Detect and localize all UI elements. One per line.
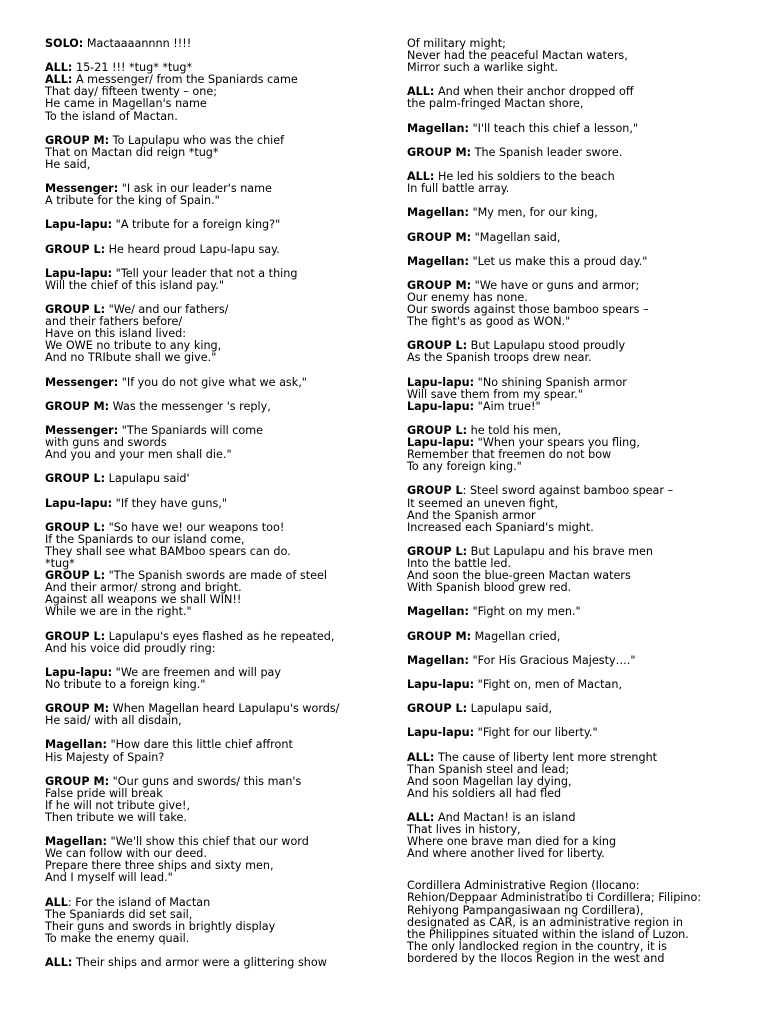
speaker-label-all: ALL: <box>407 750 435 764</box>
line-text: He said/ with all disdain, <box>45 714 182 728</box>
line-text: While we are in the right." <box>45 605 192 619</box>
speaker-label-all: ALL: <box>407 170 435 184</box>
line-text: "Aim true!" <box>474 399 541 413</box>
line-text: He heard proud Lapu-lapu say. <box>105 242 280 256</box>
line-text: "We/ and our fathers/ <box>105 303 229 317</box>
script-line <box>45 812 370 824</box>
line-text: He came in Magellan's name <box>45 97 207 111</box>
line-text: : For the island of Mactan <box>67 895 211 909</box>
script-stanza <box>45 135 370 171</box>
script-line <box>407 655 752 667</box>
line-text: A tribute for the king of Spain." <box>45 194 220 208</box>
script-line <box>45 195 370 207</box>
line-text: False pride will break <box>45 786 163 800</box>
line-text: "I ask in our leader's name <box>118 182 272 196</box>
speaker-label-lapu-lapu: Lapu-lapu: <box>407 436 475 450</box>
speaker-label-messenger: Messenger: <box>45 375 119 389</box>
script-line <box>407 183 752 195</box>
line-text: Where one brave man died for a king <box>407 835 617 849</box>
script-stanza <box>45 377 370 389</box>
line-text: The Spaniards did set sail, <box>45 907 193 921</box>
speaker-label-magellan: Magellan: <box>407 653 469 667</box>
script-line <box>407 98 752 110</box>
script-stanza <box>45 183 370 207</box>
line-text: The Spanish leader swore. <box>471 145 623 159</box>
speaker-label-group-m: GROUP M: <box>45 133 110 147</box>
script-stanza <box>45 219 370 231</box>
line-text: He said, <box>45 157 91 171</box>
script-stanza <box>45 703 370 727</box>
script-stanza <box>407 232 752 244</box>
script-stanza <box>45 739 370 763</box>
line-text: "We'll show this chief that our word <box>106 835 309 849</box>
speaker-label-magellan: Magellan: <box>407 254 469 268</box>
script-stanza <box>407 86 752 110</box>
speaker-label-group-m: GROUP M: <box>407 145 472 159</box>
script-line <box>407 606 752 618</box>
speaker-label-lapu-lapu: Lapu-lapu: <box>45 496 113 510</box>
line-text: To make the enemy quail. <box>45 931 190 945</box>
speaker-label-lapu-lapu: Lapu-lapu: <box>407 399 475 413</box>
script-stanza <box>45 38 370 50</box>
line-text: We can follow with our deed. <box>45 847 207 861</box>
speaker-label-magellan: Magellan: <box>45 738 107 752</box>
speaker-label-magellan: Magellan: <box>407 206 469 220</box>
line-text: The fight's as good as WON." <box>407 315 571 329</box>
line-text: "A tribute for a foreign king?" <box>112 218 281 232</box>
script-stanza <box>45 631 370 655</box>
script-line <box>407 256 752 268</box>
line-text: "For His Gracious Majesty…." <box>468 653 636 667</box>
speaker-label-group-l: GROUP L: <box>407 424 468 437</box>
line-text: Then tribute we will take. <box>45 811 187 824</box>
line-text: It seemed an uneven fight, <box>407 496 559 510</box>
line-text: "So have we! our weapons too! <box>105 520 285 534</box>
paragraph-line: Rehion/Deppaar Administratibo ti Cordillera; Filipino: <box>407 891 702 905</box>
line-text: "No shining Spanish armor <box>474 375 627 389</box>
speaker-label-group-m: GROUP M: <box>407 278 472 292</box>
script-line <box>45 147 370 159</box>
script-stanza <box>407 377 752 413</box>
line-text: And soon the blue-green Mactan waters <box>407 569 631 583</box>
line-text: 15-21 !!! *tug* *tug* <box>72 61 193 75</box>
line-text: And his soldiers all had fled <box>407 786 562 800</box>
script-stanza <box>407 340 752 364</box>
speaker-label-group-l: GROUP L: <box>45 569 106 583</box>
line-text: Will save them from my spear." <box>407 387 583 401</box>
line-text: and their fathers before/ <box>45 315 183 329</box>
script-line <box>407 679 752 691</box>
line-text: "Tell your leader that not a thing <box>112 266 298 280</box>
script-line <box>407 147 752 159</box>
script-line <box>45 679 370 691</box>
line-text: : Steel sword against bamboo spear – <box>462 484 674 498</box>
paragraph-line: Rehiyong Pampangasiwaan ng Cordillera), <box>407 903 644 917</box>
line-text: "My men, for our king, <box>468 206 598 220</box>
line-text: Never had the peaceful Mactan waters, <box>407 49 628 63</box>
speaker-label-group-l: GROUP L: <box>45 520 106 534</box>
script-stanza <box>407 546 752 594</box>
speaker-label-all: ALL: <box>407 85 435 99</box>
line-text: To any foreign king." <box>407 460 522 474</box>
line-text: He led his soldiers to the beach <box>434 170 615 184</box>
line-text: And their armor/ strong and bright. <box>45 581 242 595</box>
line-text: And his voice did proudly ring: <box>45 641 216 655</box>
script-line <box>45 715 370 727</box>
line-text: *tug* <box>45 557 75 571</box>
line-text: Mirror such a warlike sight. <box>407 61 559 75</box>
script-stanza <box>407 752 752 800</box>
line-text: "We are freemen and will pay <box>112 665 282 679</box>
line-text: When Magellan heard Lapulapu's words/ <box>109 702 340 716</box>
paragraph-line: bordered by the Ilocos Region in the west and <box>407 951 665 965</box>
script-line <box>407 522 752 534</box>
script-line <box>407 207 752 219</box>
line-text: Magellan cried, <box>471 629 561 643</box>
speaker-label-group-l: GROUP L: <box>407 702 468 716</box>
line-text: That on Mactan did reign *tug* <box>45 145 219 159</box>
script-line <box>45 957 370 969</box>
speaker-label-group-m: GROUP M: <box>45 399 110 413</box>
line-text: Increased each Spaniard's might. <box>407 520 594 534</box>
line-text: In full battle array. <box>407 182 510 196</box>
line-text: "How dare this little chief affront <box>106 738 293 752</box>
line-text: And you and your men shall die." <box>45 448 232 462</box>
speaker-label-all: ALL: <box>45 61 73 75</box>
speaker-label-group-l: GROUP L: <box>407 339 468 353</box>
script-stanza <box>407 679 752 691</box>
line-text: And I myself will lead." <box>45 871 173 885</box>
speaker-label-all: ALL: <box>45 73 73 87</box>
script-stanza <box>407 425 752 473</box>
line-text: Their ships and armor were a glittering show <box>72 956 327 970</box>
line-text: Lapulapu's eyes flashed as he repeated, <box>105 629 335 643</box>
speaker-label-all: ALL <box>45 895 68 909</box>
line-text: A messenger/ from the Spaniards came <box>72 73 298 87</box>
line-text: "Fight on, men of Mactan, <box>474 677 623 691</box>
script-stanza <box>45 401 370 413</box>
line-text: Lapulapu said, <box>467 702 553 716</box>
script-stanza <box>407 280 752 328</box>
line-text: Was the messenger 's reply, <box>109 399 271 413</box>
speaker-label-group-m: GROUP M: <box>407 230 472 244</box>
line-text: And when their anchor dropped off <box>434 85 634 99</box>
script-stanza <box>45 244 370 256</box>
script-line <box>407 62 752 74</box>
line-text: with guns and swords <box>45 436 167 450</box>
line-text: As the Spanish troops drew near. <box>407 351 592 365</box>
line-text: That lives in history, <box>407 823 521 837</box>
script-stanza <box>407 147 752 159</box>
script-stanza <box>45 425 370 461</box>
script-stanza <box>45 62 370 122</box>
script-line <box>407 123 752 135</box>
script-stanza <box>45 522 370 570</box>
line-text: Our swords against those bamboo spears – <box>407 303 649 317</box>
line-text: No tribute to a foreign king." <box>45 677 206 691</box>
speaker-label-magellan: Magellan: <box>407 605 469 619</box>
line-text: Our enemy has none. <box>407 290 528 304</box>
speaker-label-group-m: GROUP M: <box>45 774 110 788</box>
speaker-label-all: ALL: <box>407 811 435 824</box>
script-line <box>45 244 370 256</box>
script-line <box>407 631 752 643</box>
script-line <box>45 38 370 50</box>
script-line <box>407 352 752 364</box>
speaker-label-all: ALL: <box>45 956 73 970</box>
speaker-label-lapu-lapu: Lapu-lapu: <box>45 218 113 232</box>
line-text: "We have or guns and armor; <box>471 278 640 292</box>
line-text: Into the battle led. <box>407 557 512 571</box>
speaker-label-magellan: Magellan: <box>407 121 469 135</box>
speaker-label-group-l: GROUP L: <box>45 472 106 486</box>
speaker-label-group-m: GROUP M: <box>45 702 110 716</box>
script-stanza <box>45 268 370 292</box>
line-text: And where another lived for liberty. <box>407 847 605 861</box>
script-line <box>45 473 370 485</box>
speaker-label-solo: SOLO: <box>45 37 84 50</box>
script-line <box>45 872 370 884</box>
line-text: Against all weapons we shall WIN!! <box>45 593 242 607</box>
script-stanza <box>45 957 370 969</box>
line-text: They shall see what BAMboo spears can do. <box>45 544 291 558</box>
speaker-label-lapu-lapu: Lapu-lapu: <box>407 677 475 691</box>
line-text: That day/ fifteen twenty – one; <box>45 85 218 99</box>
line-text: "Our guns and swords/ this man's <box>109 774 302 788</box>
script-stanza <box>407 171 752 195</box>
script-line <box>407 401 752 413</box>
script-stanza <box>407 207 752 219</box>
line-text: "If you do not give what we ask," <box>118 375 307 389</box>
script-line <box>45 280 370 292</box>
line-text: With Spanish blood grew red. <box>407 581 572 595</box>
script-stanza <box>407 655 752 667</box>
line-text: But Lapulapu and his brave men <box>467 544 654 558</box>
script-line <box>407 727 752 739</box>
line-text: And the Spanish armor <box>407 508 536 522</box>
script-stanza <box>407 703 752 715</box>
script-line <box>45 352 370 364</box>
speaker-label-magellan: Magellan: <box>45 835 107 849</box>
script-stanza <box>45 836 370 884</box>
line-text: "Let us make this a proud day." <box>468 254 648 268</box>
line-text: "Fight for our liberty." <box>474 726 598 740</box>
script-line <box>45 401 370 413</box>
line-text: "When your spears you fling, <box>474 436 640 450</box>
speaker-label-group-l: GROUP L: <box>45 629 106 643</box>
line-text: Of military might; <box>407 37 506 50</box>
line-text: And soon Magellan lay dying, <box>407 774 572 788</box>
paragraph-line: the Philippines situated within the island of Luzon. <box>407 927 689 941</box>
script-stanza <box>407 727 752 739</box>
right-column <box>407 38 752 965</box>
script-line <box>45 752 370 764</box>
script-stanza <box>45 304 370 364</box>
speaker-label-lapu-lapu: Lapu-lapu: <box>407 375 475 389</box>
speaker-label-group-l: GROUP L <box>407 484 463 498</box>
script-line <box>407 232 752 244</box>
line-text: To Lapulapu who was the chief <box>109 133 285 147</box>
line-text: Prepare there three ships and sixty men, <box>45 859 274 873</box>
script-stanza <box>407 256 752 268</box>
script-line <box>45 159 370 171</box>
script-stanza <box>45 498 370 510</box>
line-text: If the Spaniards to our island come, <box>45 532 245 546</box>
speaker-label-group-l: GROUP L: <box>407 544 468 558</box>
script-stanza <box>407 631 752 643</box>
line-text: But Lapulapu stood proudly <box>467 339 626 353</box>
script-line <box>407 703 752 715</box>
line-text: And no TRIbute shall we give." <box>45 351 217 365</box>
paragraph-line: designated as CAR, is an administrative region in <box>407 915 684 929</box>
script-stanza <box>45 570 370 618</box>
script-stanza <box>407 606 752 618</box>
line-text: "I'll teach this chief a lesson," <box>468 121 639 135</box>
script-line <box>407 788 752 800</box>
line-text: Than Spanish steel and lead; <box>407 762 570 776</box>
line-text: Have on this island lived: <box>45 327 187 341</box>
line-text: "Magellan said, <box>471 230 561 244</box>
line-text: Mactaaaannnn !!!! <box>83 37 192 50</box>
script-line <box>45 111 370 123</box>
script-line <box>45 643 370 655</box>
script-stanza <box>45 897 370 945</box>
script-line <box>45 546 370 558</box>
speaker-label-messenger: Messenger: <box>45 182 119 196</box>
left-column <box>45 38 370 981</box>
line-text: If he will not tribute give!, <box>45 798 191 812</box>
line-text: Remember that freemen do not bow <box>407 448 612 462</box>
script-line <box>45 449 370 461</box>
script-line <box>45 933 370 945</box>
script-line <box>407 848 752 860</box>
line-text: the palm-fringed Mactan shore, <box>407 97 584 111</box>
speaker-label-group-l: GROUP L: <box>45 242 106 256</box>
script-line <box>45 606 370 618</box>
script-line <box>45 498 370 510</box>
cordillera-paragraph <box>407 880 752 965</box>
script-line <box>407 461 752 473</box>
line-text: And Mactan! is an island <box>434 811 576 824</box>
script-stanza <box>407 485 752 533</box>
script-line <box>45 219 370 231</box>
line-text: he told his men, <box>467 424 562 437</box>
script-stanza <box>407 812 752 860</box>
speaker-label-lapu-lapu: Lapu-lapu: <box>45 266 113 280</box>
script-line <box>407 582 752 594</box>
line-text: Will the chief of this island pay." <box>45 278 224 292</box>
line-text: "The Spanish swords are made of steel <box>105 569 327 583</box>
line-text: His Majesty of Spain? <box>45 750 165 764</box>
line-text: To the island of Mactan. <box>45 109 178 123</box>
speaker-label-lapu-lapu: Lapu-lapu: <box>407 726 475 740</box>
line-text: Their guns and swords in brightly display <box>45 919 276 933</box>
speaker-label-messenger: Messenger: <box>45 424 119 437</box>
paragraph-line: The only landlocked region in the country, it is <box>407 939 667 953</box>
script-stanza <box>407 123 752 135</box>
speaker-label-group-l: GROUP L: <box>45 303 106 317</box>
paragraph-line: Cordillera Administrative Region (Ilocano: <box>407 879 640 893</box>
script-stanza <box>45 667 370 691</box>
script-stanza <box>45 776 370 824</box>
line-text: "The Spaniards will come <box>118 424 264 437</box>
speaker-label-group-m: GROUP M: <box>407 629 472 643</box>
speaker-label-lapu-lapu: Lapu-lapu: <box>45 665 113 679</box>
line-text: "Fight on my men." <box>468 605 581 619</box>
script-stanza <box>407 38 752 74</box>
line-text: The cause of liberty lent more strenght <box>434 750 658 764</box>
line-text: "If they have guns," <box>112 496 227 510</box>
script-stanza <box>45 473 370 485</box>
line-text: We OWE no tribute to any king, <box>45 339 222 353</box>
script-line <box>407 316 752 328</box>
line-text: Lapulapu said' <box>105 472 190 486</box>
script-line <box>45 377 370 389</box>
